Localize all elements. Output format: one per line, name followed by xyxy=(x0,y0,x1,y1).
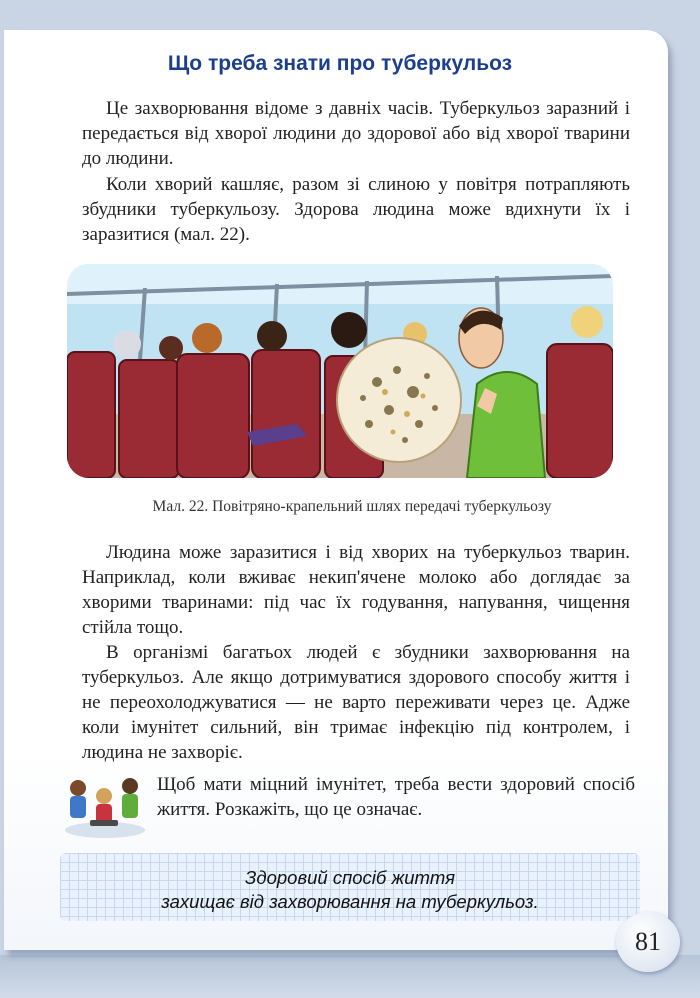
children-group-icon xyxy=(60,770,150,840)
bus-passengers-coughing-illustration xyxy=(67,264,613,478)
page-title: Що треба знати про туберкульоз xyxy=(167,52,513,75)
task-prompt: Щоб мати міцний імунітет, треба вести здоровий спосіб життя. Розкажіть, що це означає. xyxy=(157,774,635,820)
paragraph-1: Це захворювання відоме з давніх часів. Туберкульоз заразний і передається від хворої людини до здорової або від хворої тварини до людини. xyxy=(82,98,630,169)
key-note-line-1: Здоровий спосіб життя xyxy=(245,867,455,888)
paragraph-4: В організмі багатьох людей є збудники захворювання на туберкульоз. Але якщо дотримуватися здорового способу життя і не переохолоджуватися — не варто переживати через це. Адже коли імунітет сильний, він тримає інфекцію під контролем, і людина не захворіє. xyxy=(82,642,630,763)
figure-caption: Мал. 22. Повітряно-крапельний шлях передачі туберкульозу xyxy=(152,498,552,515)
key-note-line-2: захищає від захворювання на туберкульоз. xyxy=(161,891,539,912)
page-edge xyxy=(0,955,700,998)
key-note xyxy=(60,866,640,914)
page-number: 81 xyxy=(616,912,680,972)
paragraph-2: Коли хворий кашляє, разом зі слиною у повітря потрапляють збудники туберкульозу. Здорова людина може вдихнути їх і заразитися (мал. 22). xyxy=(82,174,630,245)
paragraph-3: Людина може заразитися і від хворих на туберкульоз тварин. Наприклад, коли вживає некип'ячене молоко або доглядає за хворими тваринами: під час їх годування, напування, чищення стійла тощо. xyxy=(82,542,630,638)
